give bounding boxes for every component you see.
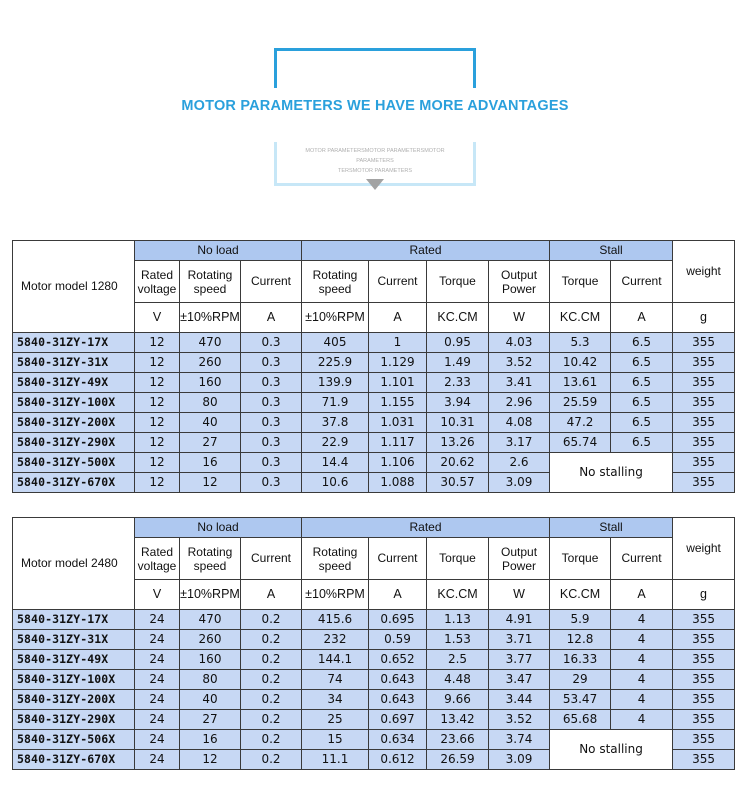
model-cell: 5840-31ZY-200X bbox=[13, 413, 135, 433]
no-load-speed-cell: 470 bbox=[180, 610, 241, 630]
rated-speed-cell: 74 bbox=[302, 670, 369, 690]
rated-voltage-header: Rated voltage bbox=[135, 538, 180, 580]
rated-current-cell: 0.612 bbox=[369, 750, 427, 770]
no-load-speed-cell: 27 bbox=[180, 433, 241, 453]
unit-torque: KC.CM bbox=[427, 303, 489, 333]
no-load-current-cell: 0.3 bbox=[241, 453, 302, 473]
rated-torque-cell: 20.62 bbox=[427, 453, 489, 473]
weight-cell: 355 bbox=[673, 690, 735, 710]
stall-current-cell: 4 bbox=[611, 690, 673, 710]
rated-current-cell: 1.155 bbox=[369, 393, 427, 413]
stall-current-cell: 6.5 bbox=[611, 333, 673, 353]
rated-power-cell: 3.17 bbox=[489, 433, 550, 453]
spec-table-1 bbox=[12, 240, 735, 493]
rated-speed-cell: 15 bbox=[302, 730, 369, 750]
stall-header: Stall bbox=[550, 518, 673, 538]
weight-cell: 355 bbox=[673, 730, 735, 750]
model-cell: 5840-31ZY-506X bbox=[13, 730, 135, 750]
unit-current: A bbox=[241, 580, 302, 610]
rated-power-header: Output Power bbox=[489, 538, 550, 580]
model-cell: 5840-31ZY-31X bbox=[13, 630, 135, 650]
stall-torque-cell: 47.2 bbox=[550, 413, 611, 433]
rated-current-cell: 1.088 bbox=[369, 473, 427, 493]
unit-power: W bbox=[489, 580, 550, 610]
voltage-cell: 12 bbox=[135, 413, 180, 433]
voltage-cell: 12 bbox=[135, 393, 180, 413]
stall-current-cell: 6.5 bbox=[611, 413, 673, 433]
no-load-speed-cell: 27 bbox=[180, 710, 241, 730]
stall-torque-cell: 25.59 bbox=[550, 393, 611, 413]
rated-power-cell: 4.03 bbox=[489, 333, 550, 353]
weight-cell: 355 bbox=[673, 630, 735, 650]
voltage-cell: 24 bbox=[135, 690, 180, 710]
weight-cell: 355 bbox=[673, 433, 735, 453]
stall-torque-cell: 65.68 bbox=[550, 710, 611, 730]
spec-table-2 bbox=[12, 517, 735, 770]
rated-speed-cell: 10.6 bbox=[302, 473, 369, 493]
rated-torque-cell: 9.66 bbox=[427, 690, 489, 710]
stall-torque-cell: 13.61 bbox=[550, 373, 611, 393]
no-load-current-header: Current bbox=[241, 261, 302, 303]
table-row bbox=[13, 630, 735, 650]
unit-speed: ±10%RPM bbox=[302, 580, 369, 610]
stall-torque-cell: 12.8 bbox=[550, 630, 611, 650]
stall-current-cell: 6.5 bbox=[611, 433, 673, 453]
no-load-current-cell: 0.3 bbox=[241, 473, 302, 493]
unit-power: W bbox=[489, 303, 550, 333]
rated-current-header: Current bbox=[369, 538, 427, 580]
stall-torque-header: Torque bbox=[550, 538, 611, 580]
unit-current: A bbox=[611, 303, 673, 333]
rated-voltage-header: Rated voltage bbox=[135, 261, 180, 303]
no-load-speed-cell: 40 bbox=[180, 413, 241, 433]
rated-current-cell: 0.652 bbox=[369, 650, 427, 670]
banner-frame-top bbox=[274, 48, 476, 88]
weight-cell: 355 bbox=[673, 373, 735, 393]
weight-cell: 355 bbox=[673, 393, 735, 413]
voltage-cell: 24 bbox=[135, 630, 180, 650]
voltage-cell: 24 bbox=[135, 670, 180, 690]
rated-torque-cell: 1.13 bbox=[427, 610, 489, 630]
no-load-speed-cell: 260 bbox=[180, 353, 241, 373]
table-row bbox=[13, 610, 735, 630]
no-load-current-cell: 0.2 bbox=[241, 710, 302, 730]
unit-weight: g bbox=[673, 303, 735, 333]
no-load-current-cell: 0.3 bbox=[241, 373, 302, 393]
no-load-speed-header: Rotating speed bbox=[180, 538, 241, 580]
voltage-cell: 24 bbox=[135, 750, 180, 770]
rated-speed-header: Rotating speed bbox=[302, 538, 369, 580]
rated-torque-cell: 3.94 bbox=[427, 393, 489, 413]
no-load-speed-cell: 12 bbox=[180, 750, 241, 770]
stall-current-cell: 4 bbox=[611, 710, 673, 730]
banner-subtitle-line2: TERSMOTOR PARAMETERS bbox=[337, 168, 413, 174]
stall-torque-cell: 5.9 bbox=[550, 610, 611, 630]
rated-torque-cell: 0.95 bbox=[427, 333, 489, 353]
stall-current-cell: 4 bbox=[611, 670, 673, 690]
weight-header: weight bbox=[673, 518, 735, 580]
no-load-current-cell: 0.2 bbox=[241, 730, 302, 750]
rated-speed-cell: 14.4 bbox=[302, 453, 369, 473]
no-load-current-cell: 0.2 bbox=[241, 670, 302, 690]
no-load-speed-cell: 40 bbox=[180, 690, 241, 710]
stall-current-cell: 4 bbox=[611, 630, 673, 650]
stall-current-cell: 4 bbox=[611, 650, 673, 670]
rated-current-cell: 0.643 bbox=[369, 670, 427, 690]
rated-torque-cell: 30.57 bbox=[427, 473, 489, 493]
down-arrow-icon bbox=[366, 179, 384, 190]
voltage-cell: 12 bbox=[135, 373, 180, 393]
voltage-cell: 12 bbox=[135, 333, 180, 353]
no-load-current-cell: 0.3 bbox=[241, 333, 302, 353]
rated-header: Rated bbox=[302, 241, 550, 261]
motor-model-label: Motor model 1280 bbox=[13, 241, 135, 333]
rated-torque-cell: 1.53 bbox=[427, 630, 489, 650]
model-cell: 5840-31ZY-290X bbox=[13, 433, 135, 453]
table-row bbox=[13, 670, 735, 690]
unit-torque: KC.CM bbox=[427, 580, 489, 610]
unit-voltage: V bbox=[135, 580, 180, 610]
no-load-header: No load bbox=[135, 241, 302, 261]
rated-power-cell: 2.96 bbox=[489, 393, 550, 413]
weight-cell: 355 bbox=[673, 473, 735, 493]
table-row bbox=[13, 453, 735, 473]
voltage-cell: 24 bbox=[135, 610, 180, 630]
voltage-cell: 24 bbox=[135, 710, 180, 730]
table-row bbox=[13, 433, 735, 453]
no-load-header: No load bbox=[135, 518, 302, 538]
header-banner bbox=[0, 0, 750, 200]
model-cell: 5840-31ZY-17X bbox=[13, 610, 135, 630]
model-cell: 5840-31ZY-100X bbox=[13, 670, 135, 690]
rated-power-cell: 3.77 bbox=[489, 650, 550, 670]
table-row bbox=[13, 373, 735, 393]
unit-torque: KC.CM bbox=[550, 303, 611, 333]
no-stalling-cell: No stalling bbox=[550, 453, 673, 493]
stall-current-header: Current bbox=[611, 538, 673, 580]
rated-power-cell: 2.6 bbox=[489, 453, 550, 473]
no-load-speed-cell: 160 bbox=[180, 373, 241, 393]
stall-torque-cell: 53.47 bbox=[550, 690, 611, 710]
rated-torque-header: Torque bbox=[427, 538, 489, 580]
weight-cell: 355 bbox=[673, 610, 735, 630]
no-load-current-cell: 0.2 bbox=[241, 610, 302, 630]
rated-speed-cell: 34 bbox=[302, 690, 369, 710]
rated-power-cell: 3.44 bbox=[489, 690, 550, 710]
weight-cell: 355 bbox=[673, 453, 735, 473]
rated-power-cell: 3.47 bbox=[489, 670, 550, 690]
unit-weight: g bbox=[673, 580, 735, 610]
stall-torque-cell: 16.33 bbox=[550, 650, 611, 670]
no-load-speed-cell: 260 bbox=[180, 630, 241, 650]
no-load-current-cell: 0.3 bbox=[241, 413, 302, 433]
no-stalling-cell: No stalling bbox=[550, 730, 673, 770]
rated-torque-cell: 1.49 bbox=[427, 353, 489, 373]
rated-current-cell: 0.695 bbox=[369, 610, 427, 630]
rated-power-cell: 3.74 bbox=[489, 730, 550, 750]
rated-torque-cell: 4.48 bbox=[427, 670, 489, 690]
stall-current-cell: 4 bbox=[611, 610, 673, 630]
weight-cell: 355 bbox=[673, 750, 735, 770]
rated-current-cell: 0.59 bbox=[369, 630, 427, 650]
motor-model-label: Motor model 2480 bbox=[13, 518, 135, 610]
rated-power-cell: 3.52 bbox=[489, 353, 550, 373]
voltage-cell: 12 bbox=[135, 353, 180, 373]
rated-power-cell: 3.71 bbox=[489, 630, 550, 650]
table-row bbox=[13, 333, 735, 353]
rated-current-cell: 0.634 bbox=[369, 730, 427, 750]
weight-cell: 355 bbox=[673, 650, 735, 670]
table-row bbox=[13, 730, 735, 750]
model-cell: 5840-31ZY-17X bbox=[13, 333, 135, 353]
stall-current-cell: 6.5 bbox=[611, 393, 673, 413]
model-cell: 5840-31ZY-290X bbox=[13, 710, 135, 730]
unit-speed: ±10%RPM bbox=[180, 580, 241, 610]
rated-speed-cell: 25 bbox=[302, 710, 369, 730]
weight-cell: 355 bbox=[673, 333, 735, 353]
no-load-current-cell: 0.2 bbox=[241, 690, 302, 710]
unit-current: A bbox=[369, 303, 427, 333]
rated-torque-cell: 13.42 bbox=[427, 710, 489, 730]
model-cell: 5840-31ZY-500X bbox=[13, 453, 135, 473]
no-load-speed-cell: 12 bbox=[180, 473, 241, 493]
model-cell: 5840-31ZY-31X bbox=[13, 353, 135, 373]
rated-speed-cell: 225.9 bbox=[302, 353, 369, 373]
rated-speed-cell: 37.8 bbox=[302, 413, 369, 433]
rated-current-cell: 1.117 bbox=[369, 433, 427, 453]
no-load-current-cell: 0.2 bbox=[241, 630, 302, 650]
rated-speed-cell: 11.1 bbox=[302, 750, 369, 770]
rated-current-cell: 1.101 bbox=[369, 373, 427, 393]
unit-current: A bbox=[241, 303, 302, 333]
rated-torque-cell: 2.33 bbox=[427, 373, 489, 393]
rated-power-cell: 3.52 bbox=[489, 710, 550, 730]
rated-speed-cell: 415.6 bbox=[302, 610, 369, 630]
rated-speed-cell: 22.9 bbox=[302, 433, 369, 453]
weight-cell: 355 bbox=[673, 353, 735, 373]
rated-current-cell: 1 bbox=[369, 333, 427, 353]
rated-power-header: Output Power bbox=[489, 261, 550, 303]
weight-cell: 355 bbox=[673, 710, 735, 730]
rated-power-cell: 3.09 bbox=[489, 750, 550, 770]
unit-current: A bbox=[369, 580, 427, 610]
stall-torque-header: Torque bbox=[550, 261, 611, 303]
model-cell: 5840-31ZY-200X bbox=[13, 690, 135, 710]
no-load-current-cell: 0.2 bbox=[241, 750, 302, 770]
no-load-speed-header: Rotating speed bbox=[180, 261, 241, 303]
unit-voltage: V bbox=[135, 303, 180, 333]
rated-torque-cell: 26.59 bbox=[427, 750, 489, 770]
stall-header: Stall bbox=[550, 241, 673, 261]
rated-torque-header: Torque bbox=[427, 261, 489, 303]
voltage-cell: 24 bbox=[135, 650, 180, 670]
table-row bbox=[13, 393, 735, 413]
table-row bbox=[13, 650, 735, 670]
weight-header: weight bbox=[673, 241, 735, 303]
no-load-current-cell: 0.3 bbox=[241, 433, 302, 453]
rated-speed-header: Rotating speed bbox=[302, 261, 369, 303]
model-cell: 5840-31ZY-49X bbox=[13, 373, 135, 393]
rated-current-cell: 1.106 bbox=[369, 453, 427, 473]
stall-current-cell: 6.5 bbox=[611, 373, 673, 393]
stall-current-header: Current bbox=[611, 261, 673, 303]
rated-speed-cell: 139.9 bbox=[302, 373, 369, 393]
rated-torque-cell: 23.66 bbox=[427, 730, 489, 750]
stall-torque-cell: 65.74 bbox=[550, 433, 611, 453]
rated-speed-cell: 144.1 bbox=[302, 650, 369, 670]
model-cell: 5840-31ZY-670X bbox=[13, 750, 135, 770]
weight-cell: 355 bbox=[673, 413, 735, 433]
rated-speed-cell: 71.9 bbox=[302, 393, 369, 413]
model-cell: 5840-31ZY-100X bbox=[13, 393, 135, 413]
voltage-cell: 12 bbox=[135, 433, 180, 453]
no-load-speed-cell: 80 bbox=[180, 393, 241, 413]
rated-speed-cell: 232 bbox=[302, 630, 369, 650]
rated-current-cell: 1.031 bbox=[369, 413, 427, 433]
no-load-current-cell: 0.3 bbox=[241, 353, 302, 373]
model-cell: 5840-31ZY-49X bbox=[13, 650, 135, 670]
no-load-speed-cell: 80 bbox=[180, 670, 241, 690]
unit-speed: ±10%RPM bbox=[302, 303, 369, 333]
rated-current-cell: 0.697 bbox=[369, 710, 427, 730]
voltage-cell: 24 bbox=[135, 730, 180, 750]
rated-torque-cell: 2.5 bbox=[427, 650, 489, 670]
rated-speed-cell: 405 bbox=[302, 333, 369, 353]
rated-torque-cell: 10.31 bbox=[427, 413, 489, 433]
rated-power-cell: 3.41 bbox=[489, 373, 550, 393]
unit-torque: KC.CM bbox=[550, 580, 611, 610]
no-load-current-cell: 0.3 bbox=[241, 393, 302, 413]
no-load-speed-cell: 470 bbox=[180, 333, 241, 353]
no-load-current-cell: 0.2 bbox=[241, 650, 302, 670]
unit-current: A bbox=[611, 580, 673, 610]
rated-power-cell: 4.08 bbox=[489, 413, 550, 433]
no-load-speed-cell: 16 bbox=[180, 453, 241, 473]
weight-cell: 355 bbox=[673, 670, 735, 690]
voltage-cell: 12 bbox=[135, 453, 180, 473]
table-row bbox=[13, 353, 735, 373]
table-row bbox=[13, 710, 735, 730]
no-load-speed-cell: 160 bbox=[180, 650, 241, 670]
rated-torque-cell: 13.26 bbox=[427, 433, 489, 453]
rated-current-header: Current bbox=[369, 261, 427, 303]
no-load-current-header: Current bbox=[241, 538, 302, 580]
banner-subtitle-line1: MOTOR PARAMETERSMOTOR PARAMETERSMOTOR PARAMETERS bbox=[305, 148, 445, 164]
stall-torque-cell: 29 bbox=[550, 670, 611, 690]
model-cell: 5840-31ZY-670X bbox=[13, 473, 135, 493]
rated-current-cell: 0.643 bbox=[369, 690, 427, 710]
voltage-cell: 12 bbox=[135, 473, 180, 493]
rated-current-cell: 1.129 bbox=[369, 353, 427, 373]
table-row bbox=[13, 690, 735, 710]
rated-power-cell: 4.91 bbox=[489, 610, 550, 630]
no-load-speed-cell: 16 bbox=[180, 730, 241, 750]
rated-power-cell: 3.09 bbox=[489, 473, 550, 493]
rated-header: Rated bbox=[302, 518, 550, 538]
unit-speed: ±10%RPM bbox=[180, 303, 241, 333]
table-row bbox=[13, 413, 735, 433]
banner-title: MOTOR PARAMETERS WE HAVE MORE ADVANTAGES bbox=[181, 98, 569, 114]
stall-torque-cell: 10.42 bbox=[550, 353, 611, 373]
stall-current-cell: 6.5 bbox=[611, 353, 673, 373]
stall-torque-cell: 5.3 bbox=[550, 333, 611, 353]
